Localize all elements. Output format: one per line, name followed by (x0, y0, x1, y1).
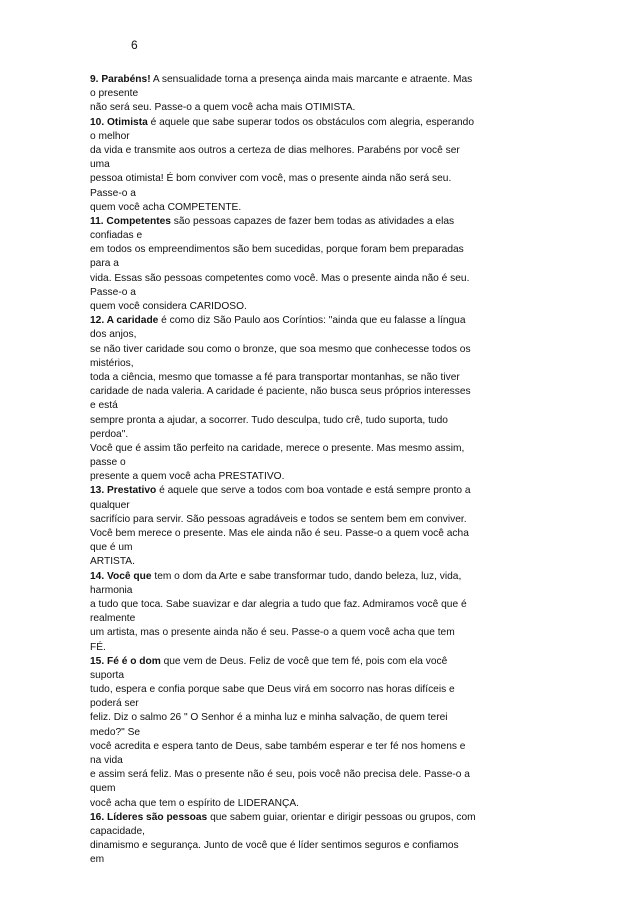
body-text: o melhor (90, 130, 130, 142)
text-line (90, 541, 550, 555)
text-line (90, 612, 550, 626)
text-line (90, 740, 550, 754)
text-line (90, 754, 550, 768)
page-number: 6 (131, 38, 138, 52)
body-text: em (90, 854, 105, 866)
section-heading: 10. Otimista (90, 116, 148, 128)
text-line (90, 314, 550, 328)
body-text: é como diz São Paulo aos Coríntios: "ainda que eu falasse a língua (158, 315, 466, 327)
text-line (90, 272, 550, 286)
text-line (90, 144, 550, 158)
body-text: não será seu. Passe-o a quem você acha mais OTIMISTA. (90, 102, 356, 114)
text-line (90, 527, 550, 541)
body-text: para a (90, 258, 119, 270)
text-line (90, 697, 550, 711)
text-line (90, 555, 550, 569)
text-line (90, 187, 550, 201)
text-line (90, 626, 550, 640)
text-line (90, 768, 550, 782)
section-heading: 14. Você que (90, 570, 152, 582)
text-line (90, 839, 550, 853)
body-text: quem (90, 783, 116, 795)
body-text: perdoa". (90, 428, 129, 440)
body-text: uma (90, 159, 110, 171)
text-line (90, 782, 550, 796)
body-text: FÉ. (90, 641, 106, 653)
text-line (90, 598, 550, 612)
body-text: poderá ser (90, 698, 139, 710)
section-heading: 15. Fé é o dom (90, 655, 161, 667)
text-line (90, 130, 550, 144)
body-text: presente a quem você acha PRESTATIVO. (90, 471, 285, 483)
text-line (90, 641, 550, 655)
body-text: o presente (90, 88, 139, 100)
body-text: que vem de Deus. Feliz de você que tem fé, pois com ela você (160, 655, 448, 667)
text-line (90, 229, 550, 243)
text-line (90, 513, 550, 527)
text-line (90, 172, 550, 186)
text-line (90, 243, 550, 257)
text-line (90, 811, 550, 825)
body-text: Passe-o a (90, 187, 136, 199)
body-text: vida. Essas são pessoas competentes como você. Mas o presente ainda não é seu. (90, 272, 470, 284)
body-text: mistérios, (90, 357, 134, 369)
body-text: ARTISTA. (90, 556, 135, 568)
body-text: e está (90, 400, 118, 412)
text-line (90, 853, 550, 867)
body-text: que é um (90, 542, 133, 554)
text-line (90, 215, 550, 229)
text-line (90, 300, 550, 314)
text-line (90, 711, 550, 725)
text-line (90, 669, 550, 683)
body-text: você acredita e espera tanto de Deus, sabe também esperar e ter fé nos homens e (90, 740, 466, 752)
body-text: sempre pronta a ajudar, a socorrer. Tudo desculpa, tudo crê, tudo suporta, tudo (90, 414, 448, 426)
text-line (90, 286, 550, 300)
text-line (90, 385, 550, 399)
body-text: Você bem merece o presente. Mas ele ainda não é seu. Passe-o a quem você acha (90, 528, 469, 539)
body-text: qualquer (90, 499, 130, 511)
body-text: são pessoas capazes de fazer bem todas as atividades a elas (170, 215, 455, 227)
text-line (90, 87, 550, 101)
body-text: passe o (90, 457, 126, 469)
section-heading: 16. Líderes são pessoas (90, 811, 208, 823)
body-text: da vida e transmite aos outros a certeza de dias melhores. Parabéns por você ser (90, 144, 460, 156)
body-text: toda a ciência, mesmo que tomasse a fé para transportar montanhas, se não tiver (90, 371, 460, 383)
text-line (90, 371, 550, 385)
text-line (90, 655, 550, 669)
text-line (90, 73, 550, 87)
text-line (90, 499, 550, 513)
text-line (90, 116, 550, 130)
text-line (90, 442, 550, 456)
section-heading: 13. Prestativo (90, 485, 157, 497)
body-text: quem você considera CARIDOSO. (90, 301, 247, 312)
text-line (90, 257, 550, 271)
section-heading: 9. Parabéns! (90, 74, 151, 85)
text-line (90, 825, 550, 839)
body-text: e assim será feliz. Mas o presente não é seu, pois você não precisa dele. Passe-o a (90, 769, 470, 781)
body-text: Você que é assim tão perfeito na caridade, merece o presente. Mas mesmo assim, (90, 442, 465, 454)
text-line (90, 570, 550, 584)
body-text: um artista, mas o presente ainda não é seu. Passe-o a quem você acha que tem (90, 627, 455, 639)
section-heading: 12. A caridade (90, 315, 159, 327)
body-text: medo?" Se (90, 726, 141, 738)
body-text: capacidade, (90, 825, 145, 837)
body-text: harmonia (90, 584, 133, 596)
text-line (90, 683, 550, 697)
body-text: que sabem guiar, orientar e dirigir pessoas ou grupos, com (207, 811, 476, 823)
body-text: suporta (90, 669, 124, 681)
text-line (90, 399, 550, 413)
text-line (90, 201, 550, 215)
text-line (90, 470, 550, 484)
text-line (90, 414, 550, 428)
body-text: caridade de nada valeria. A caridade é paciente, não busca seus próprios interesses (90, 386, 471, 398)
document-body (90, 73, 550, 868)
body-text: sacrifício para servir. São pessoas agradáveis e todos se sentem bem em conviver. (90, 513, 467, 525)
text-line (90, 158, 550, 172)
body-text: Passe-o a (90, 286, 136, 298)
text-line (90, 357, 550, 371)
body-text: dos anjos, (90, 329, 137, 341)
text-line (90, 726, 550, 740)
text-line (90, 101, 550, 115)
body-text: pessoa otimista! É bom conviver com você, mas o presente ainda não será seu. (90, 173, 452, 185)
body-text: se não tiver caridade sou como o bronze, que soa mesmo que conhecesse todos os (90, 343, 471, 355)
body-text: A sensualidade torna a presença ainda mais marcante e atraente. Mas (150, 74, 473, 85)
body-text: feliz. Diz o salmo 26 " O Senhor é a minha luz e minha salvação, de quem terei (90, 712, 448, 724)
text-line (90, 484, 550, 498)
section-heading: 11. Competentes (90, 215, 171, 227)
body-text: na vida (90, 755, 123, 766)
body-text: é aquele que sabe superar todos os obstáculos com alegria, esperando (147, 116, 474, 128)
body-text: dinamismo e segurança. Junto de você que é líder sentimos seguros e confiamos (90, 840, 459, 852)
text-line (90, 456, 550, 470)
body-text: você acha que tem o espírito de LIDERANÇA. (90, 797, 299, 809)
text-line (90, 343, 550, 357)
body-text: em todos os empreendimentos são bem sucedidas, porque foram bem preparadas (90, 244, 464, 256)
body-text: tudo, espera e confia porque sabe que Deus virá em socorro nas horas difíceis e (90, 684, 455, 696)
body-text: quem você acha COMPETENTE. (90, 201, 242, 213)
body-text: a tudo que toca. Sabe suavizar e dar alegria a tudo que faz. Admiramos você que é (90, 598, 467, 610)
text-line (90, 428, 550, 442)
text-line (90, 584, 550, 598)
body-text: tem o dom da Arte e sabe transformar tudo, dando beleza, luz, vida, (151, 570, 462, 582)
body-text: é aquele que serve a todos com boa vontade e está sempre pronto a (156, 485, 471, 497)
body-text: realmente (90, 613, 136, 625)
text-line (90, 797, 550, 811)
text-line (90, 328, 550, 342)
body-text: confiadas e (90, 230, 143, 242)
